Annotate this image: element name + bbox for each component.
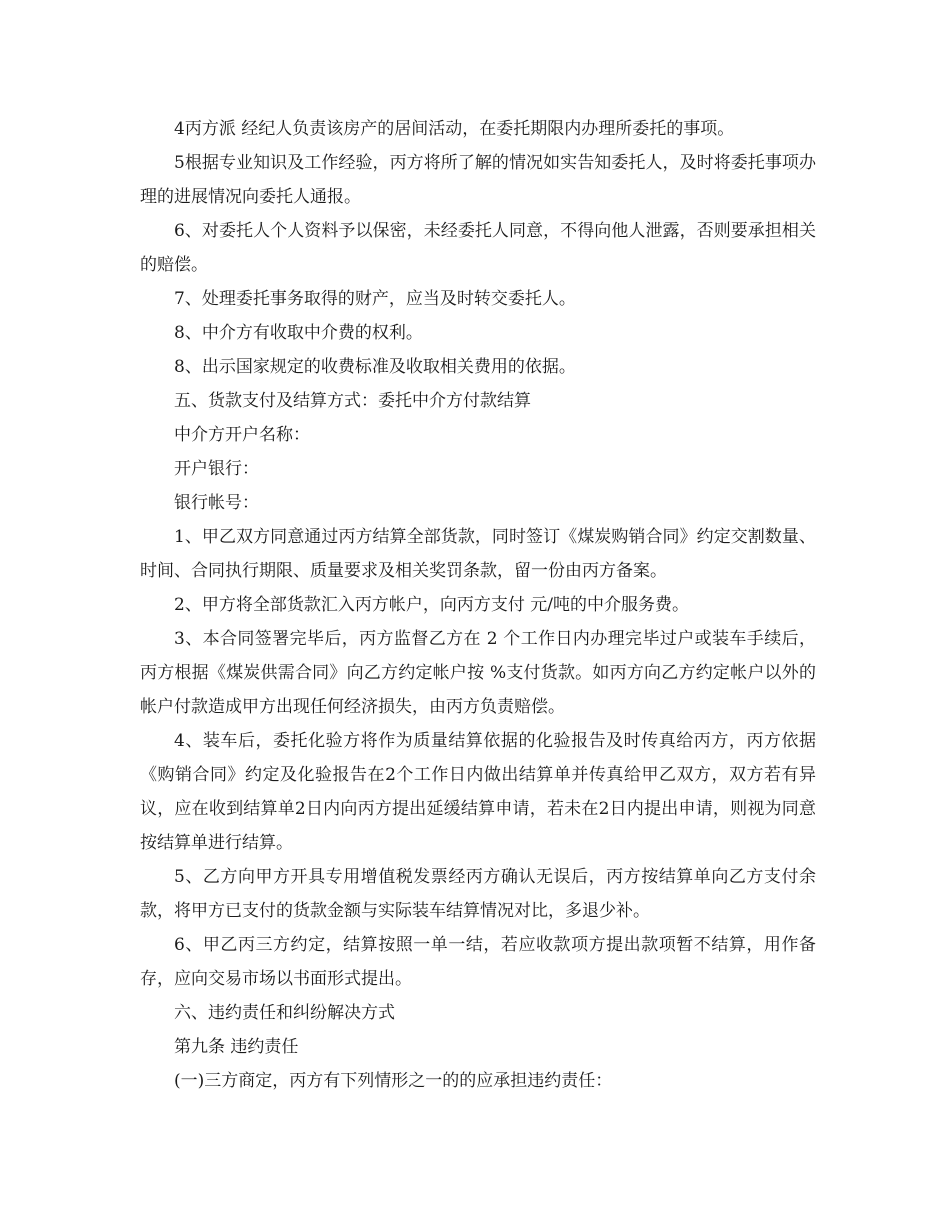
paragraph-liability-1: (一)三方商定，丙方有下列情形之一的的应承担违约责任：: [174, 1071, 613, 1091]
document-body: [140, 112, 816, 1098]
paragraph-payment-3: 3、本合同签署完毕后，丙方监督乙方在 2 个工作日内办理完毕过户或装车手续后，丙方根据《煤炭供需合同》向乙方约定帐户按 %支付货款。如丙方向乙方约定帐户以外的帐户付款造成甲方出现任何经济损失，由丙方负责赔偿。: [140, 629, 816, 717]
paragraph-clause-8b: 8、出示国家规定的收费标准及收取相关费用的依据。: [174, 357, 576, 377]
paragraph-clause-5: 5根据专业知识及工作经验，丙方将所了解的情况如实告知委托人，及时将委托事项办理的进展情况向委托人通报。: [140, 153, 816, 207]
paragraph-payment-6: 6、甲乙丙三方约定，结算按照一单一结，若应收款项方提出款项暂不结算，用作备存，应向交易市场以书面形式提出。: [140, 935, 816, 989]
paragraph-clause-6: 6、对委托人个人资料予以保密，未经委托人同意，不得向他人泄露，否则要承担相关的赔偿。: [140, 221, 816, 275]
section-heading-liability: 六、违约责任和纠纷解决方式: [174, 1003, 395, 1023]
field-account-name: 中介方开户名称：: [174, 425, 310, 445]
field-account-number: 银行帐号：: [174, 493, 259, 513]
paragraph-payment-1: 1、甲乙双方同意通过丙方结算全部货款，同时签订《煤炭购销合同》约定交割数量、时间、合同执行期限、质量要求及相关奖罚条款，留一份由丙方备案。: [140, 527, 816, 581]
paragraph-payment-5: 5、乙方向甲方开具专用增值税发票经丙方确认无误后，丙方按结算单向乙方支付余款，将甲方已支付的货款金额与实际装车结算情况对比，多退少补。: [140, 867, 816, 921]
paragraph-clause-4: 4丙方派 经纪人负责该房产的居间活动，在委托期限内办理所委托的事项。: [174, 119, 735, 139]
field-bank: 开户银行：: [174, 459, 259, 479]
paragraph-payment-2: 2、甲方将全部货款汇入丙方帐户，向丙方支付 元/吨的中介服务费。: [174, 595, 689, 615]
paragraph-clause-8a: 8、中介方有收取中介费的权利。: [174, 323, 423, 343]
article-heading-9: 第九条 违约责任: [174, 1037, 299, 1057]
paragraph-clause-7: 7、处理委托事务取得的财产，应当及时转交委托人。: [174, 289, 576, 309]
paragraph-payment-4: 4、装车后，委托化验方将作为质量结算依据的化验报告及时传真给丙方，丙方依据《购销合同》约定及化验报告在2个工作日内做出结算单并传真给甲乙双方，双方若有异议，应在收到结算单2日内向丙方提出延缓结算申请，若未在2日内提出申请，则视为同意按结算单进行结算。: [140, 731, 816, 853]
section-heading-payment: 五、货款支付及结算方式：委托中介方付款结算: [174, 391, 531, 411]
